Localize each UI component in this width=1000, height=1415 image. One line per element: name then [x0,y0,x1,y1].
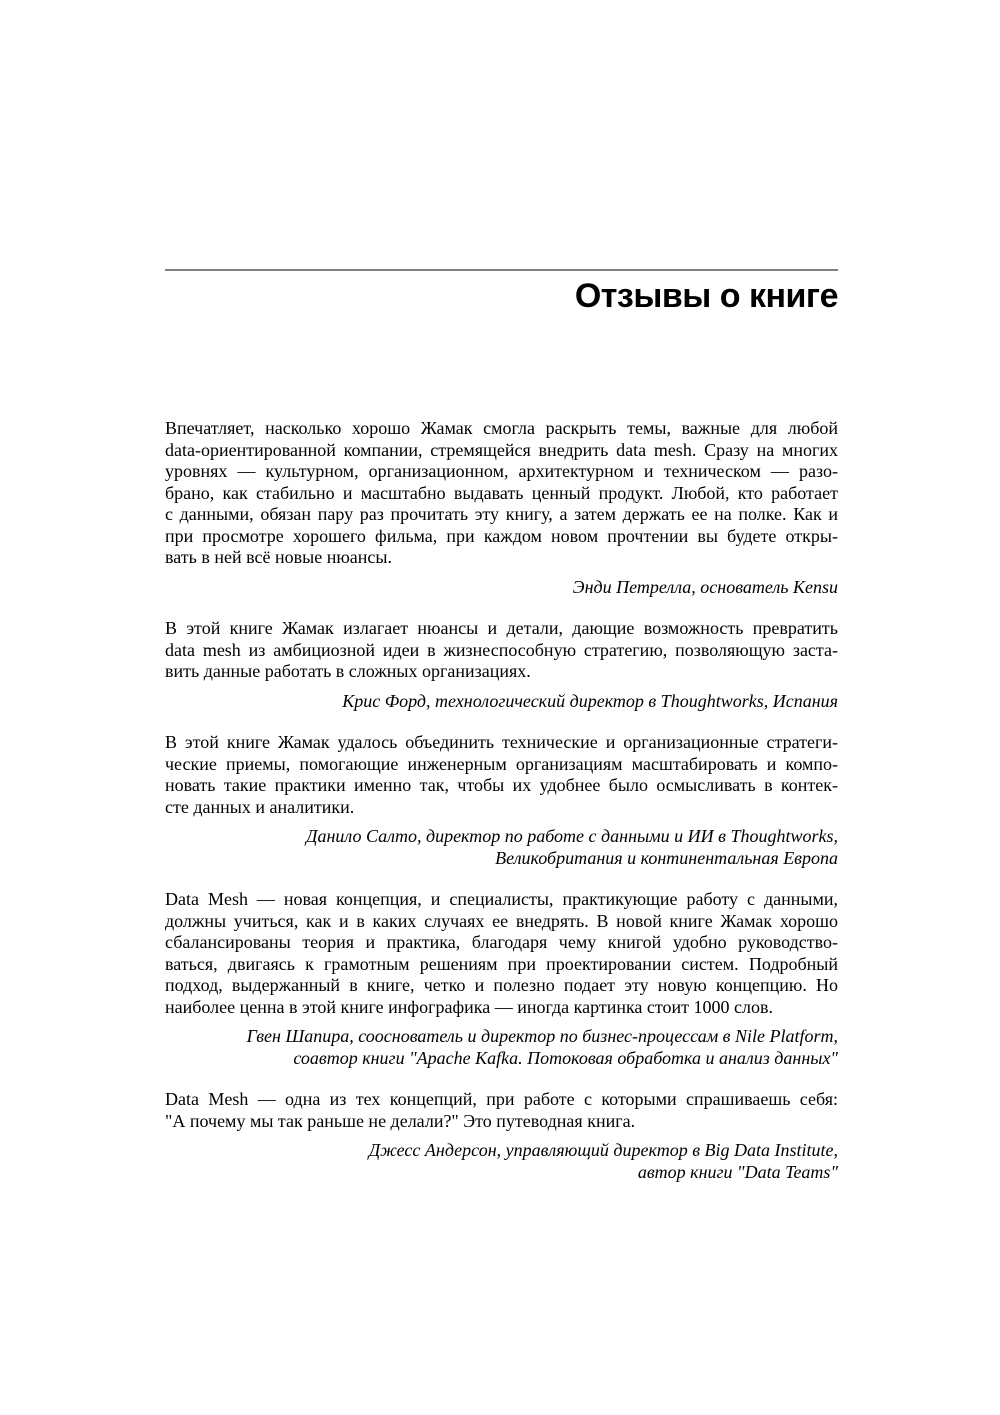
attribution-line: Данило Салто, директор по работе с данными и ИИ в Thoughtworks, [306,826,838,846]
page-content [165,0,838,1183]
text-line: новать такие практики именно так, чтобы их удобнее было осмысливать в контек- [165,775,838,795]
attribution-line: автор книги "Data Teams" [637,1161,838,1182]
review-attribution [165,1140,838,1183]
review-quote-4 [165,889,838,1069]
text-line: подход, выдержанный в книге, четко и полезно подает эту новую концепцию. Но [165,975,838,995]
attribution-line: соавтор книги "Apache Kafka. Потоковая обработка и анализ данных" [293,1047,838,1068]
text-line: сте данных и аналитики. [165,796,355,817]
text-line: ческие приемы, помогающие инженерным организациям масштабировать и компо- [165,753,838,774]
text-line: В этой книге Жамак излагает нюансы и детали, дающие возможность превратить [165,618,838,638]
text-line: "А почему мы так раньше не делали?" Это путеводная книга. [165,1110,636,1131]
text-line: data-ориентированной компании, стремящейся внедрить data mesh. Сразу на многих [165,439,838,460]
page-title: Отзывы о книге [574,277,838,315]
review-attribution [165,577,838,599]
text-line: должны учиться, как и в каких случаях ее внедрять. В новой книге Жамак хорошо [165,910,838,931]
review-attribution [165,826,838,869]
text-line: Data Mesh — одна из тех концепций, при работе с которыми спрашиваешь себя: [165,1089,838,1109]
header-rule [165,269,838,271]
text-line: наиболее ценна в этой книге инфографика — иногда картинка стоит 1000 слов. [165,996,774,1017]
text-line: уровнях — культурном, организационном, архитектурном и техническом — разо- [165,461,838,481]
text-line: с данными, обязан пару раз прочитать эту книгу, а затем держать ее на полке. Как и [165,504,838,524]
review-quote-2 [165,618,838,712]
review-text [165,889,838,1018]
text-line: вить данные работать в сложных организациях. [165,661,531,681]
review-text [165,1089,838,1132]
text-line: data mesh из амбициозной идеи в жизнеспособную стратегию, позволяющую заста- [165,639,838,660]
review-text [165,732,838,818]
attribution-line: Великобритания и континентальная Европа [495,847,838,868]
attribution-line: Гвен Шапира, сооснователь и директор по бизнес-процессам в Nile Platform, [246,1026,838,1046]
text-line: В этой книге Жамак удалось объединить технические и организационные стратеги- [165,732,838,752]
text-line: Data Mesh — новая концепция, и специалисты, практикующие работу с данными, [165,889,838,909]
review-quote-3 [165,732,838,869]
review-quote-5 [165,1089,838,1183]
attribution-line: Крис Форд, технологический директор в Thoughtworks, Испания [342,690,838,711]
attribution-line: Энди Петрелла, основатель Kensu [572,576,838,597]
review-quote-1 [165,418,838,598]
review-text [165,418,838,569]
attribution-line: Джесс Андерсон, управляющий директор в Big Data Institute, [368,1140,838,1160]
text-line: ваться, двигаясь к грамотным решениям при проектировании систем. Подробный [165,953,838,974]
review-attribution [165,1026,838,1069]
text-line: при просмотре хорошего фильма, при каждом новом прочтении вы будете откры- [165,525,838,546]
text-line: вать в ней всё новые нюансы. [165,547,392,567]
text-line: Впечатляет, насколько хорошо Жамак смогла раскрыть темы, важные для любой [165,418,838,438]
text-line: сбалансированы теория и практика, благодаря чему книгой удобно руководство- [165,932,838,952]
review-attribution [165,691,838,713]
text-line: брано, как стабильно и масштабно выдавать ценный продукт. Любой, кто работает [165,482,838,503]
review-text [165,618,838,683]
reviews-section [165,418,838,1183]
